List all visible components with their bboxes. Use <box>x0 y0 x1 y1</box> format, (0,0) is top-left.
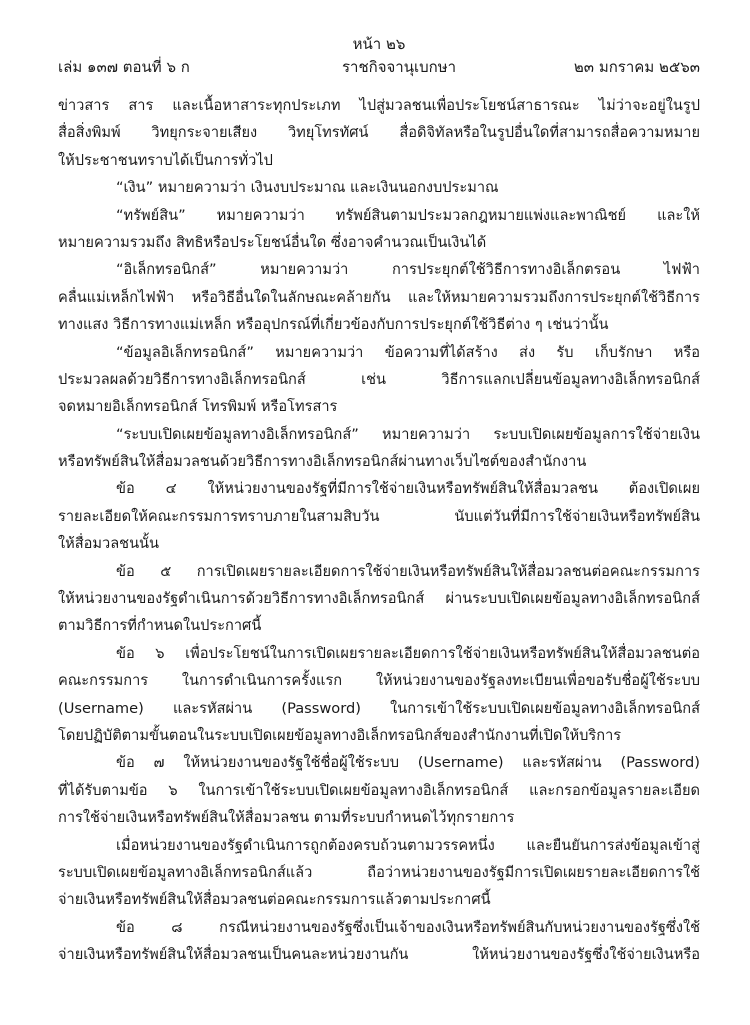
document-body <box>58 92 700 969</box>
text-line: “ระบบเปิดเผยข้อมูลทางอิเล็กทรอนิกส์” หมายความว่า ระบบเปิดเผยข้อมูลการใช้จ่ายเงิน <box>116 425 700 443</box>
text-line: ข่าวสาร สาร และเนื้อหาสาระทุกประเภท ไปสู่มวลชนเพื่อประโยชน์สาธารณะ ไม่ว่าจะอยู่ในรูป <box>58 97 700 114</box>
text-line: “ทรัพย์สิน” หมายความว่า ทรัพย์สินตามประมวลกฎหมายแพ่งและพาณิชย์ และให้ <box>116 206 700 224</box>
publication-name: ราชกิจจานุเบกษา <box>341 58 457 76</box>
text-line: ที่ได้รับตามข้อ ๖ ในการเข้าใช้ระบบเปิดเผยข้อมูลทางอิเล็กทรอนิกส์ และกรอกข้อมูลรายละเอียด <box>58 781 700 799</box>
page-number: หน้า ๒๖ <box>352 35 406 53</box>
text-line: จดหมายอิเล็กทรอนิกส์ โทรพิมพ์ หรือโทรสาร <box>58 398 338 416</box>
text-line: คลื่นแม่เหล็กไฟฟ้า หรือวิธีอื่นใดในลักษณะคล้ายกัน และให้หมายความรวมถึงการประยุกต์ใช้วิธีการ <box>58 288 700 306</box>
text-line: หมายความรวมถึง สิทธิหรือประโยชน์อื่นใด ซึ่งอาจคำนวณเป็นเงินได้ <box>58 233 487 251</box>
text-line: สื่อสิ่งพิมพ์ วิทยุกระจายเสียง วิทยุโทรทัศน์ สื่อดิจิทัลหรือในรูปอื่นใดที่สามารถสื่อความหมาย <box>58 124 700 142</box>
text-line: “เงิน” หมายความว่า เงินงบประมาณ และเงินนอกงบประมาณ <box>116 179 499 197</box>
text-line: ข้อ ๖ เพื่อประโยชน์ในการเปิดเผยรายละเอียดการใช้จ่ายเงินหรือทรัพย์สินให้สื่อมวลชนต่อ <box>116 644 700 662</box>
text-line: รายละเอียดให้คณะกรรมการทราบภายในสามสิบวัน นับแต่วันที่มีการใช้จ่ายเงินหรือทรัพย์สิน <box>58 507 700 525</box>
text-line: “ข้อมูลอิเล็กทรอนิกส์” หมายความว่า ข้อความที่ได้สร้าง ส่ง รับ เก็บรักษา หรือ <box>116 343 700 361</box>
text-line: ข้อ ๗ ให้หน่วยงานของรัฐใช้ชื่อผู้ใช้ระบบ (Username) และรหัสผ่าน (Password) <box>116 754 700 772</box>
text-line: เมื่อหน่วยงานของรัฐดำเนินการถูกต้องครบถ้วนตามวรรคหนึ่ง และยืนยันการส่งข้อมูลเข้าสู่ <box>116 836 700 854</box>
text-line: (Username) และรหัสผ่าน (Password) ในการเข้าใช้ระบบเปิดเผยข้อมูลทางอิเล็กทรอนิกส์ <box>58 699 700 717</box>
text-line: ข้อ ๔ ให้หน่วยงานของรัฐที่มีการใช้จ่ายเงินหรือทรัพย์สินให้สื่อมวลชน ต้องเปิดเผย <box>116 480 700 498</box>
text-line: จ่ายเงินหรือทรัพย์สินให้สื่อมวลชนเป็นคนละหน่วยงานกัน ให้หน่วยงานของรัฐซึ่งใช้จ่ายเงินหรือ <box>58 946 700 964</box>
text-line: หรือทรัพย์สินให้สื่อมวลชนด้วยวิธีการทางอิเล็กทรอนิกส์ผ่านทางเว็บไซต์ของสำนักงาน <box>58 453 587 471</box>
text-line: ทางแสง วิธีการทางแม่เหล็ก หรืออุปกรณ์ที่เกี่ยวข้องกับการประยุกต์ใช้วิธีต่าง ๆ เช่นว่านั้น <box>58 316 609 334</box>
publication-date: ๒๓ มกราคม ๒๕๖๓ <box>573 58 700 76</box>
text-line: ประมวลผลด้วยวิธีการทางอิเล็กทรอนิกส์ เช่น วิธีการแลกเปลี่ยนข้อมูลทางอิเล็กทรอนิกส์ <box>58 370 700 388</box>
text-line: ข้อ ๘ กรณีหน่วยงานของรัฐซึ่งเป็นเจ้าของเงินหรือทรัพย์สินกับหน่วยงานของรัฐซึ่งใช้ <box>116 918 700 936</box>
text-line: จ่ายเงินหรือทรัพย์สินให้สื่อมวลชนต่อคณะกรรมการแล้วตามประกาศนี้ <box>58 891 491 909</box>
text-line: “อิเล็กทรอนิกส์” หมายความว่า การประยุกต์ใช้วิธีการทางอิเล็กตรอน ไฟฟ้า <box>116 261 700 279</box>
text-line: คณะกรรมการ ในการดำเนินการครั้งแรก ให้หน่วยงานของรัฐลงทะเบียนเพื่อขอรับชื่อผู้ใช้ระบบ <box>58 672 700 690</box>
text-line: ระบบเปิดเผยข้อมูลทางอิเล็กทรอนิกส์แล้ว ถือว่าหน่วยงานของรัฐมีการเปิดเผยรายละเอียดการใช้ <box>58 863 700 881</box>
gazette-header <box>58 56 700 78</box>
text-line: ให้สื่อมวลชนนั้น <box>58 535 160 553</box>
text-line: ตามวิธีการที่กำหนดในประกาศนี้ <box>58 617 262 635</box>
text-line: ข้อ ๕ การเปิดเผยรายละเอียดการใช้จ่ายเงินหรือทรัพย์สินให้สื่อมวลชนต่อคณะกรรมการ <box>116 562 700 580</box>
volume-issue: เล่ม ๑๓๗ ตอนที่ ๖ ก <box>58 58 190 76</box>
text-line: โดยปฏิบัติตามขั้นตอนในระบบเปิดเผยข้อมูลทางอิเล็กทรอนิกส์ของสำนักงานที่เปิดให้บริการ <box>58 726 622 744</box>
text-line: ให้หน่วยงานของรัฐดำเนินการด้วยวิธีการทางอิเล็กทรอนิกส์ ผ่านระบบเปิดเผยข้อมูลทางอิเล็กทรอนิกส์ <box>58 590 700 608</box>
text-line: ให้ประชาชนทราบได้เป็นการทั่วไป <box>58 151 273 169</box>
text-line: การใช้จ่ายเงินหรือทรัพย์สินให้สื่อมวลชน ตามที่ระบบกำหนดไว้ทุกรายการ <box>58 809 515 827</box>
